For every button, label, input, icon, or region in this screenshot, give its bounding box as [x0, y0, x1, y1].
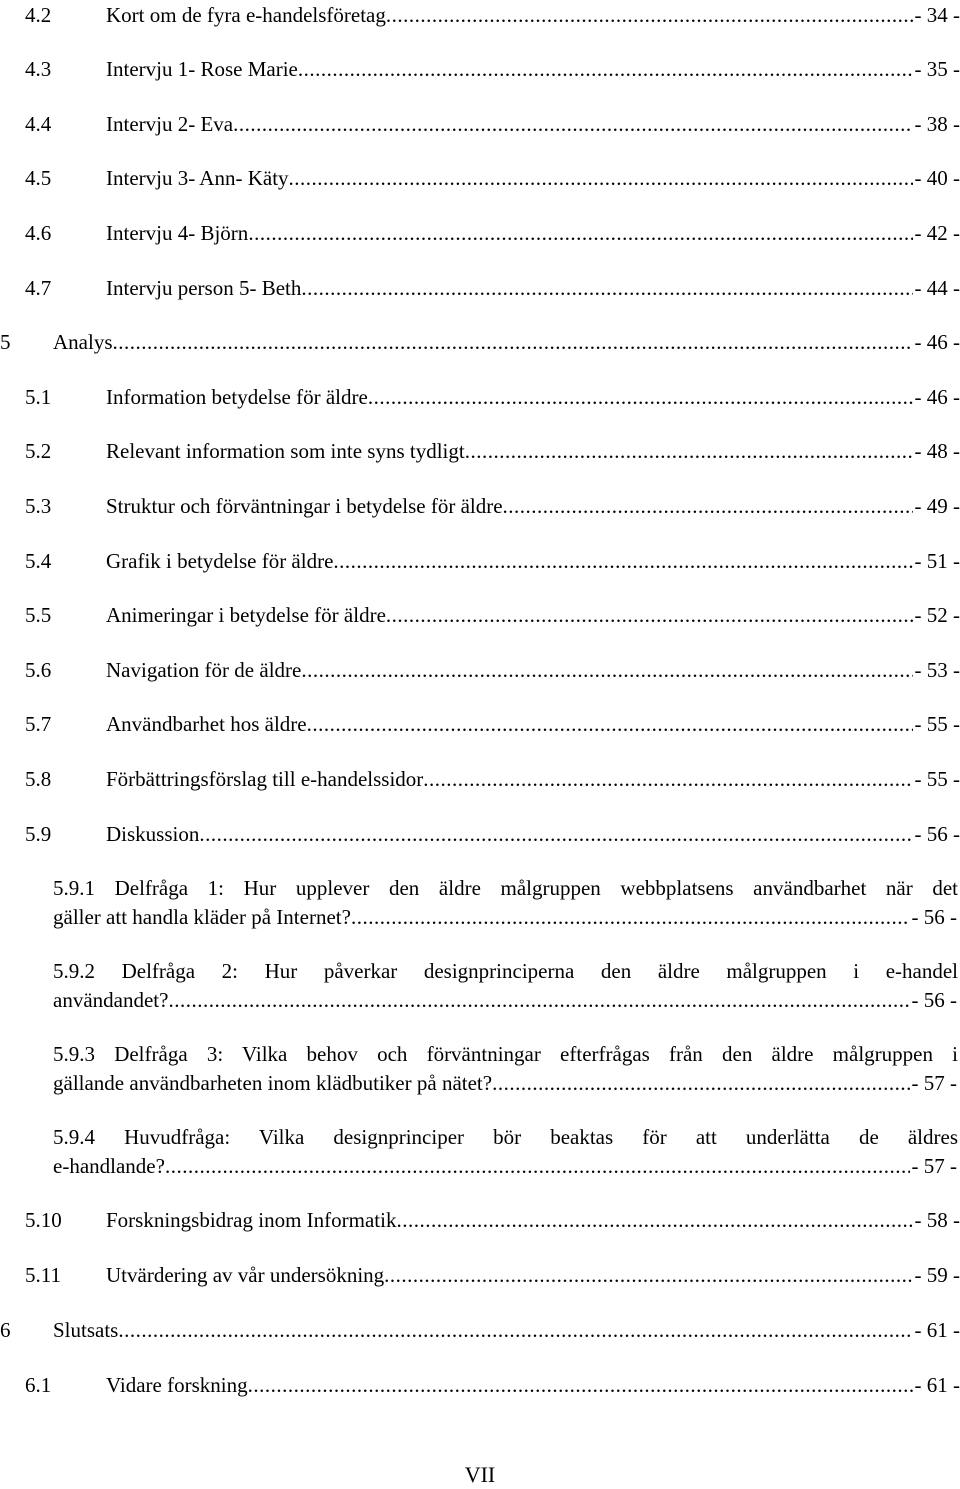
toc-subentry[interactable]	[0, 1039, 960, 1099]
dot-leader	[233, 109, 912, 139]
toc-entry-page: - 59 -	[914, 1263, 960, 1287]
dot-leader	[289, 163, 913, 193]
page-number: VII	[464, 1462, 496, 1487]
toc-entry-page: - 58 -	[914, 1208, 960, 1232]
toc-subentry-title-cont: gällande användbarheten inom klädbutiker på nätet?	[53, 1071, 493, 1095]
toc-entry-number: 5.1	[25, 385, 52, 409]
toc-entry-title: Information betydelse för äldre	[106, 385, 368, 409]
toc-entry-page: - 34 -	[914, 3, 960, 27]
dot-leader	[165, 1151, 910, 1181]
toc-entry-page: - 40 -	[914, 166, 960, 190]
toc-entry-title: Förbättringsförslag till e-handelssidor	[106, 767, 424, 791]
toc-entry-title: Forskningsbidrag inom Informatik	[106, 1208, 397, 1232]
toc-entry-title: Analys	[53, 330, 113, 354]
toc-entry[interactable]	[0, 109, 960, 139]
dot-leader	[168, 985, 909, 1015]
toc-entry[interactable]	[0, 764, 960, 794]
toc-entry-page: - 52 -	[914, 603, 960, 627]
dot-leader	[503, 491, 913, 521]
toc-entry-number: 5.2	[25, 439, 52, 463]
toc-entry-title: Intervju 3- Ann- Käty	[106, 166, 289, 190]
toc-entry-number: 5.6	[25, 658, 52, 682]
dot-leader	[333, 546, 912, 576]
toc-entry[interactable]	[0, 0, 960, 30]
toc-entry-number: 5.11	[25, 1263, 61, 1287]
toc-entry-title: Slutsats	[53, 1318, 119, 1342]
toc-entry-title: Grafik i betydelse för äldre	[106, 549, 334, 573]
toc-entry-title: Kort om de fyra e-handelsföretag	[106, 3, 386, 27]
dot-leader	[118, 1315, 912, 1345]
dot-leader	[307, 709, 913, 739]
toc-entry-number: 4.4	[25, 112, 52, 136]
toc-entry-number: 4.6	[25, 221, 52, 245]
toc-entry[interactable]	[0, 655, 960, 685]
toc-entry-number: 4.5	[25, 166, 52, 190]
toc-entry-page: - 61 -	[914, 1373, 960, 1397]
toc-subentry-title: 5.9.4 Huvudfråga: Vilka designprinciper bör beaktas för att underlätta de äldres	[53, 1125, 958, 1149]
toc-entry-title: Animeringar i betydelse för äldre	[106, 603, 386, 627]
toc-subentry[interactable]	[0, 956, 960, 1016]
dot-leader	[386, 0, 913, 30]
toc-entry[interactable]	[0, 709, 960, 739]
toc-entry[interactable]	[0, 600, 960, 630]
toc-entry-number: 5.5	[25, 603, 52, 627]
dot-leader	[492, 1068, 909, 1098]
toc-subentry-title: 5.9.1 Delfråga 1: Hur upplever den äldre målgruppen webbplatsens användbarhet när det	[53, 876, 958, 900]
toc-entry-page: - 56 -	[911, 905, 957, 929]
toc-entry-page: - 55 -	[914, 712, 960, 736]
dot-leader	[301, 273, 912, 303]
dot-leader	[298, 54, 913, 84]
toc-entry-page: - 44 -	[914, 276, 960, 300]
toc-entry[interactable]	[0, 218, 960, 248]
toc-entry-number: 6	[0, 1318, 11, 1342]
dot-leader	[384, 1260, 912, 1290]
toc-entry-page: - 38 -	[914, 112, 960, 136]
dot-leader	[248, 1370, 913, 1400]
toc-entry[interactable]	[0, 1205, 960, 1235]
toc-subentry[interactable]	[0, 873, 960, 933]
toc-entry-page: - 53 -	[914, 658, 960, 682]
toc-entry-title: Utvärdering av vår undersökning	[106, 1263, 385, 1287]
toc-entry-title: Vidare forskning	[106, 1373, 248, 1397]
toc-entry-title: Relevant information som inte syns tydligt	[106, 439, 465, 463]
toc-entry-page: - 51 -	[914, 549, 960, 573]
toc-subentry-title-cont: användandet?	[53, 988, 169, 1012]
dot-leader	[113, 327, 913, 357]
toc-entry-number: 6.1	[25, 1373, 52, 1397]
toc-entry-page: - 46 -	[914, 385, 960, 409]
toc-entry-page: - 55 -	[914, 767, 960, 791]
toc-entry-number: 4.3	[25, 57, 52, 81]
dot-leader	[248, 218, 912, 248]
toc-entry-title: Struktur och förväntningar i betydelse för äldre	[106, 494, 503, 518]
toc-subentry[interactable]	[0, 1122, 960, 1182]
dot-leader	[368, 382, 913, 412]
toc-entry-number: 5.8	[25, 767, 52, 791]
toc-entry-title: Navigation för de äldre	[106, 658, 302, 682]
dot-leader	[351, 902, 910, 932]
toc-entry[interactable]	[0, 163, 960, 193]
toc-entry[interactable]	[0, 382, 960, 412]
toc-chapter[interactable]	[0, 327, 960, 357]
dot-leader	[386, 600, 913, 630]
toc-entry-page: - 61 -	[914, 1318, 960, 1342]
toc-entry[interactable]	[0, 273, 960, 303]
toc-subentry-title-cont: e-handlande?	[53, 1154, 165, 1178]
dot-leader	[199, 819, 912, 849]
toc-entry-page: - 57 -	[911, 1154, 957, 1178]
toc-entry-number: 4.7	[25, 276, 52, 300]
toc-entry-page: - 35 -	[914, 57, 960, 81]
toc-entry-title: Intervju 1- Rose Marie	[106, 57, 298, 81]
toc-entry-title: Användbarhet hos äldre	[106, 712, 307, 736]
toc-entry-page: - 42 -	[914, 221, 960, 245]
dot-leader	[396, 1205, 912, 1235]
dot-leader	[465, 436, 913, 466]
toc-entry-number: 5.4	[25, 549, 52, 573]
toc-entry-number: 5.3	[25, 494, 52, 518]
toc-entry[interactable]	[0, 546, 960, 576]
toc-entry-title: Intervju person 5- Beth	[106, 276, 302, 300]
toc-entry-page: - 49 -	[914, 494, 960, 518]
toc-entry-page: - 57 -	[911, 1071, 957, 1095]
toc-entry-title: Intervju 2- Eva	[106, 112, 234, 136]
toc-entry[interactable]	[0, 491, 960, 521]
toc-subentry-title: 5.9.3 Delfråga 3: Vilka behov och förväntningar efterfrågas från den äldre målgruppen i	[53, 1042, 958, 1066]
dot-leader	[423, 764, 912, 794]
toc-entry-number: 5	[0, 330, 11, 354]
toc-entry-title: Diskussion	[106, 822, 200, 846]
toc-chapter[interactable]	[0, 1315, 960, 1345]
dot-leader	[301, 655, 912, 685]
toc-entry-page: - 56 -	[914, 822, 960, 846]
toc-entry-page: - 48 -	[914, 439, 960, 463]
toc-entry-number: 5.10	[25, 1208, 62, 1232]
toc-subentry-title-cont: gäller att handla kläder på Internet?	[53, 905, 351, 929]
toc-entry[interactable]	[0, 436, 960, 466]
toc-subentry-title: 5.9.2 Delfråga 2: Hur påverkar designprinciperna den äldre målgruppen i e-handel	[53, 959, 958, 983]
toc-entry-number: 4.2	[25, 3, 52, 27]
toc-entry[interactable]	[0, 1370, 960, 1400]
toc-entry[interactable]	[0, 1260, 960, 1290]
toc-entry[interactable]	[0, 54, 960, 84]
toc-entry-title: Intervju 4- Björn	[106, 221, 249, 245]
toc-entry-page: - 56 -	[911, 988, 957, 1012]
toc-entry[interactable]	[0, 819, 960, 849]
toc-entry-number: 5.7	[25, 712, 52, 736]
toc-entry-page: - 46 -	[914, 330, 960, 354]
toc-entry-number: 5.9	[25, 822, 52, 846]
